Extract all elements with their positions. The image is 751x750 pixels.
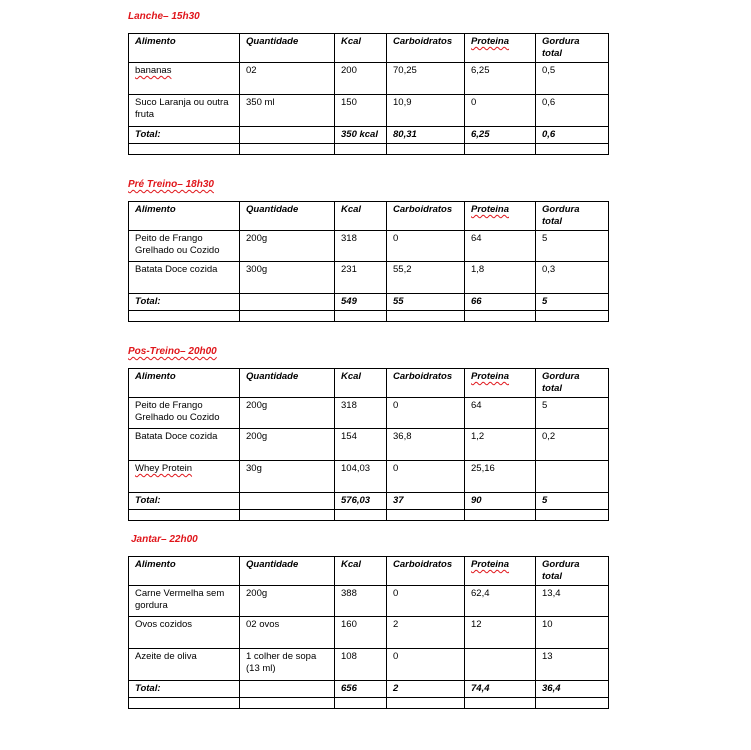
header-proteina: Proteina bbox=[465, 369, 536, 398]
table-header-row bbox=[129, 34, 609, 63]
cell-kcal: 150 bbox=[335, 95, 387, 127]
cell-carboidratos: 0 bbox=[387, 461, 465, 493]
cell-kcal: 231 bbox=[335, 262, 387, 294]
cell-kcal: 388 bbox=[335, 586, 387, 617]
cell-proteina: 0 bbox=[465, 95, 536, 127]
cell-kcal: 154 bbox=[335, 429, 387, 461]
cell-kcal: 160 bbox=[335, 617, 387, 649]
cell-proteina: 1,2 bbox=[465, 429, 536, 461]
cell-gordura: 5 bbox=[536, 398, 609, 429]
total-kcal: 549 bbox=[335, 294, 387, 311]
total-gordura: 36,4 bbox=[536, 681, 609, 698]
empty-row bbox=[129, 698, 609, 709]
header-carboidratos: Carboidratos bbox=[387, 34, 465, 63]
cell-alimento: Ovos cozidos bbox=[129, 617, 240, 649]
header-carboidratos: Carboidratos bbox=[387, 202, 465, 231]
header-quantidade: Quantidade bbox=[240, 369, 335, 398]
total-proteina: 90 bbox=[465, 493, 536, 510]
cell-carboidratos: 10,9 bbox=[387, 95, 465, 127]
cell-gordura: 5 bbox=[536, 231, 609, 262]
cell-gordura: 10 bbox=[536, 617, 609, 649]
total-gordura: 5 bbox=[536, 493, 609, 510]
table-row bbox=[129, 617, 609, 649]
cell-kcal: 318 bbox=[335, 231, 387, 262]
cell-proteina: 64 bbox=[465, 231, 536, 262]
header-kcal: Kcal bbox=[335, 369, 387, 398]
cell-alimento: Whey Protein bbox=[129, 461, 240, 493]
cell-gordura: 0,3 bbox=[536, 262, 609, 294]
meal-title-pos-treino-text: Pos-Treino– 20h00 bbox=[128, 346, 217, 357]
total-carboidratos: 37 bbox=[387, 493, 465, 510]
cell-alimento: bananas bbox=[129, 63, 240, 95]
total-label: Total: bbox=[129, 294, 240, 311]
total-row bbox=[129, 493, 609, 510]
table-header-row bbox=[129, 557, 609, 586]
cell-gordura: 0,5 bbox=[536, 63, 609, 95]
cell-kcal: 104,03 bbox=[335, 461, 387, 493]
cell-quantidade: 200g bbox=[240, 429, 335, 461]
table-row bbox=[129, 231, 609, 262]
cell-quantidade: 02 bbox=[240, 63, 335, 95]
table-row bbox=[129, 429, 609, 461]
empty-row bbox=[129, 311, 609, 322]
total-proteina: 66 bbox=[465, 294, 536, 311]
cell-alimento: Batata Doce cozida bbox=[129, 429, 240, 461]
total-kcal: 576,03 bbox=[335, 493, 387, 510]
cell-proteina: 6,25 bbox=[465, 63, 536, 95]
header-gordura: Gordura total bbox=[536, 202, 609, 231]
header-kcal: Kcal bbox=[335, 557, 387, 586]
header-carboidratos: Carboidratos bbox=[387, 557, 465, 586]
meal-title-pos-treino bbox=[128, 346, 217, 357]
header-alimento: Alimento bbox=[129, 34, 240, 63]
total-gordura: 0,6 bbox=[536, 127, 609, 144]
cell-proteina: 62,4 bbox=[465, 586, 536, 617]
cell-gordura: 13,4 bbox=[536, 586, 609, 617]
total-quantidade bbox=[240, 493, 335, 510]
total-carboidratos: 55 bbox=[387, 294, 465, 311]
cell-carboidratos: 2 bbox=[387, 617, 465, 649]
cell-proteina: 64 bbox=[465, 398, 536, 429]
meal-table-pos-treino bbox=[128, 368, 609, 521]
cell-proteina: 12 bbox=[465, 617, 536, 649]
cell-gordura bbox=[536, 461, 609, 493]
cell-quantidade: 02 ovos bbox=[240, 617, 335, 649]
header-gordura: Gordura total bbox=[536, 369, 609, 398]
meal-table-pre-treino bbox=[128, 201, 609, 322]
cell-carboidratos: 0 bbox=[387, 398, 465, 429]
cell-quantidade: 300g bbox=[240, 262, 335, 294]
cell-alimento: Peito de Frango Grelhado ou Cozido bbox=[129, 398, 240, 429]
meal-title-pre-treino-text: Pré Treino– 18h30 bbox=[128, 179, 214, 190]
cell-proteina bbox=[465, 649, 536, 681]
total-label: Total: bbox=[129, 127, 240, 144]
header-kcal: Kcal bbox=[335, 34, 387, 63]
header-kcal: Kcal bbox=[335, 202, 387, 231]
total-proteina: 74,4 bbox=[465, 681, 536, 698]
table-row bbox=[129, 461, 609, 493]
cell-quantidade: 1 colher de sopa (13 ml) bbox=[240, 649, 335, 681]
cell-carboidratos: 70,25 bbox=[387, 63, 465, 95]
table-row bbox=[129, 649, 609, 681]
cell-carboidratos: 0 bbox=[387, 586, 465, 617]
cell-gordura: 0,6 bbox=[536, 95, 609, 127]
table-header-row bbox=[129, 202, 609, 231]
total-row bbox=[129, 294, 609, 311]
cell-proteina: 1,8 bbox=[465, 262, 536, 294]
header-quantidade: Quantidade bbox=[240, 557, 335, 586]
cell-alimento: Peito de Frango Grelhado ou Cozido bbox=[129, 231, 240, 262]
total-gordura: 5 bbox=[536, 294, 609, 311]
cell-kcal: 200 bbox=[335, 63, 387, 95]
header-quantidade: Quantidade bbox=[240, 202, 335, 231]
total-carboidratos: 2 bbox=[387, 681, 465, 698]
header-gordura: Gordura total bbox=[536, 34, 609, 63]
meal-title-pre-treino bbox=[128, 179, 214, 190]
total-kcal: 350 kcal bbox=[335, 127, 387, 144]
cell-proteina: 25,16 bbox=[465, 461, 536, 493]
cell-alimento: Azeite de oliva bbox=[129, 649, 240, 681]
cell-alimento: Carne Vermelha sem gordura bbox=[129, 586, 240, 617]
total-row bbox=[129, 127, 609, 144]
total-proteina: 6,25 bbox=[465, 127, 536, 144]
header-proteina: Proteina bbox=[465, 557, 536, 586]
cell-quantidade: 30g bbox=[240, 461, 335, 493]
cell-carboidratos: 36,8 bbox=[387, 429, 465, 461]
total-carboidratos: 80,31 bbox=[387, 127, 465, 144]
table-row bbox=[129, 398, 609, 429]
table-row bbox=[129, 95, 609, 127]
cell-carboidratos: 0 bbox=[387, 649, 465, 681]
empty-row bbox=[129, 144, 609, 155]
cell-quantidade: 350 ml bbox=[240, 95, 335, 127]
cell-kcal: 108 bbox=[335, 649, 387, 681]
cell-kcal: 318 bbox=[335, 398, 387, 429]
header-proteina: Proteina bbox=[465, 202, 536, 231]
header-alimento: Alimento bbox=[129, 369, 240, 398]
cell-quantidade: 200g bbox=[240, 231, 335, 262]
header-carboidratos: Carboidratos bbox=[387, 369, 465, 398]
table-row bbox=[129, 586, 609, 617]
cell-carboidratos: 0 bbox=[387, 231, 465, 262]
total-kcal: 656 bbox=[335, 681, 387, 698]
header-proteina: Proteina bbox=[465, 34, 536, 63]
meal-title-lanche: Lanche– 15h30 bbox=[128, 11, 200, 22]
header-alimento: Alimento bbox=[129, 202, 240, 231]
header-gordura: Gordura total bbox=[536, 557, 609, 586]
total-label: Total: bbox=[129, 493, 240, 510]
header-alimento: Alimento bbox=[129, 557, 240, 586]
table-header-row bbox=[129, 369, 609, 398]
table-row bbox=[129, 262, 609, 294]
cell-quantidade: 200g bbox=[240, 398, 335, 429]
total-label: Total: bbox=[129, 681, 240, 698]
cell-alimento: Batata Doce cozida bbox=[129, 262, 240, 294]
meal-table-lanche bbox=[128, 33, 609, 155]
total-quantidade bbox=[240, 294, 335, 311]
cell-carboidratos: 55,2 bbox=[387, 262, 465, 294]
meal-title-jantar: Jantar– 22h00 bbox=[131, 534, 198, 545]
table-row bbox=[129, 63, 609, 95]
total-quantidade bbox=[240, 127, 335, 144]
meal-table-jantar bbox=[128, 556, 609, 709]
total-row bbox=[129, 681, 609, 698]
cell-quantidade: 200g bbox=[240, 586, 335, 617]
total-quantidade bbox=[240, 681, 335, 698]
cell-gordura: 0,2 bbox=[536, 429, 609, 461]
empty-row bbox=[129, 510, 609, 521]
cell-alimento: Suco Laranja ou outra fruta bbox=[129, 95, 240, 127]
header-quantidade: Quantidade bbox=[240, 34, 335, 63]
cell-gordura: 13 bbox=[536, 649, 609, 681]
